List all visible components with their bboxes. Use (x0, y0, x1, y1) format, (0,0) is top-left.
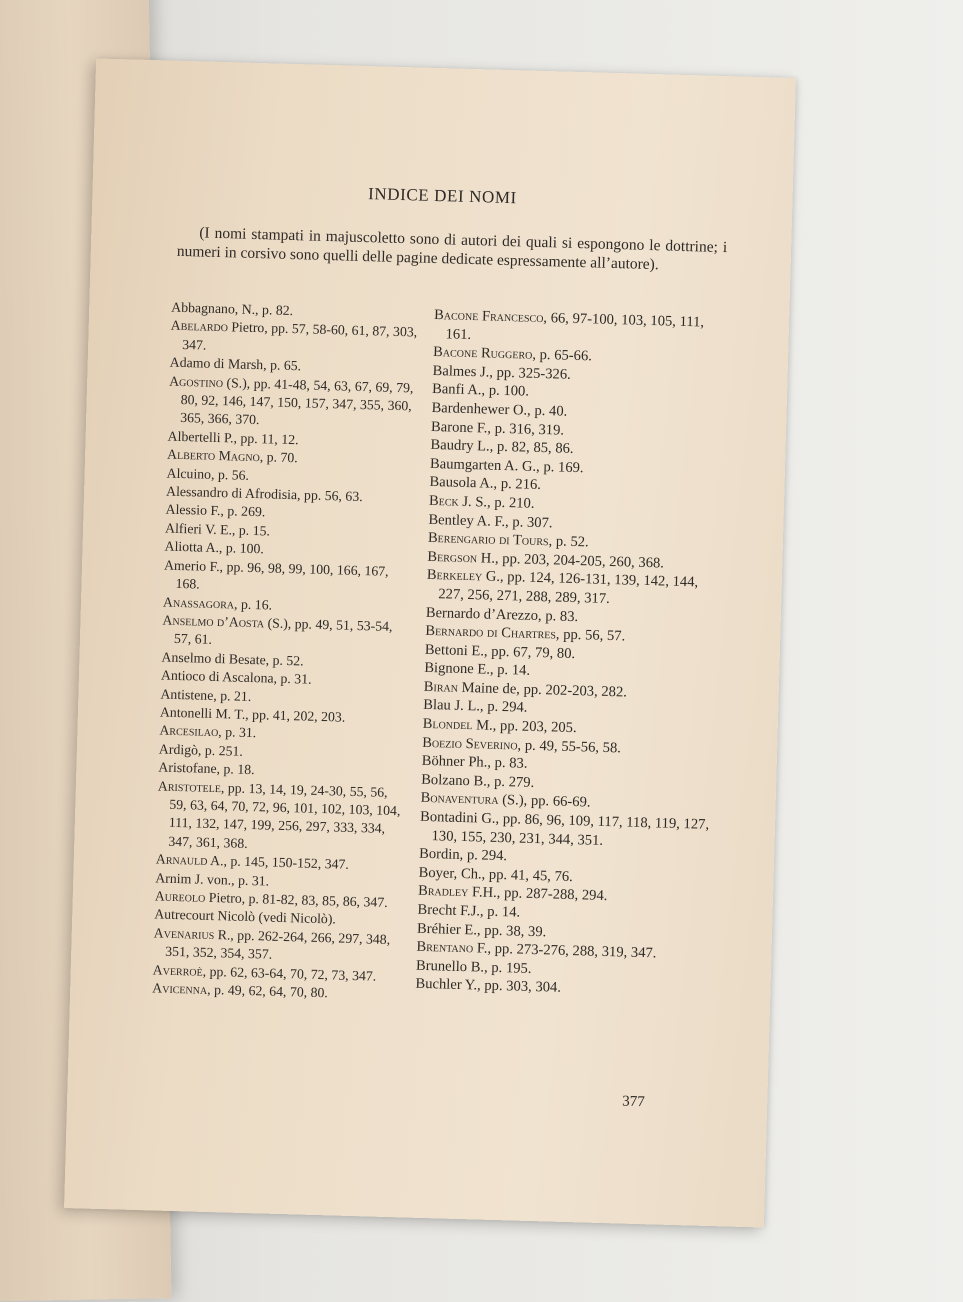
index-entry-pages: V. E., p. 15. (201, 521, 271, 539)
index-entry-pages: , p. 65. (262, 357, 302, 374)
index-entry-name: Bradley (417, 883, 469, 901)
index-entry-pages: , Ch., pp. 41, 45, 76. (453, 865, 574, 885)
index-entry-name: Anselmo d’Aosta (162, 612, 265, 631)
index-entry-name: Buchler (415, 976, 462, 994)
index-entry-pages: G., pp. 124, 126-131, 139, 142, 144, 227, 256, 271, 288, 289, 317. (438, 568, 699, 607)
index-entry-pages: , p. 52. (265, 652, 304, 669)
index-entry-name: Bernardo di Chartres (425, 622, 557, 643)
index-entry-pages: A., p. 100. (464, 382, 530, 401)
index-entry-name: Arcesilao (159, 722, 219, 740)
index-entry-name: Aliotta (164, 538, 204, 555)
index-entry-name: Alessandro di Afrodisia (165, 483, 298, 503)
index-entry (153, 924, 404, 968)
index-entry-name: Blondel (422, 715, 473, 734)
index-entry-pages: , p. 294. (459, 847, 508, 865)
index-column-left (152, 299, 421, 1005)
index-entry-name: Berkeley (426, 567, 483, 585)
index-entry-name: Böhner (421, 753, 465, 771)
index-entry-pages: Pietro, p. 81-82, 83, 85, 86, 347. (205, 889, 388, 910)
index-entry-pages: A. F., p. 307. (473, 512, 553, 531)
index-entry-name: Alfieri (164, 520, 203, 537)
index-entry-pages: J. von., p. 31. (191, 871, 270, 889)
index-entry-pages: B., p. 195. (466, 958, 532, 977)
index-entry-name: Aristofane (158, 759, 217, 777)
index-entry-pages: , p. 49, 55-56, 58. (517, 737, 622, 757)
index-entry-pages: E., p. 14. (473, 661, 531, 680)
index-entry-pages: L., p. 82, 85, 86. (473, 438, 574, 458)
index-entry-pages: , p. 52. (548, 533, 589, 551)
index-entry-pages: J., pp. 325-326. (476, 363, 572, 383)
index-entry-name: Beck (428, 492, 459, 510)
index-entry-name: Bignone (424, 660, 474, 678)
index-entry-name: Avicenna (152, 980, 208, 997)
index-entry (168, 372, 419, 434)
index-entry-pages: A., p. 100. (202, 539, 265, 557)
index-entry-name: Blau (423, 697, 452, 715)
index-entry-name: Biran (423, 678, 459, 696)
index-entry-name: Bréhier (416, 920, 461, 938)
index-entry-pages: , pp. 56, 63. (296, 487, 363, 505)
index-entry-pages: F., pp. 273-276, 288, 319, 347. (472, 940, 657, 962)
index-entry-pages: J. L., p. 294. (450, 698, 528, 717)
index-entry-pages: Y., pp. 303, 304. (461, 977, 562, 997)
index-entry-name: Bacone Ruggero (432, 344, 533, 363)
index-entry-pages: (S.), pp. 41-48, 54, 63, 67, 69, 79, 80, 92, 146, 147, 150, 157, 347, 355, 360, 365, 366, 370. (179, 374, 414, 428)
index-entry-name: Antioco di Ascalona (160, 667, 274, 686)
index-entry-pages: Nicolò (vedi Nicolò). (213, 908, 337, 927)
index-entry-name: Brunello (415, 957, 468, 975)
index-entry-pages: , 66, 97-100, 103, 105, 111, 161. (445, 310, 705, 343)
index-entry-name: Banfi (431, 381, 465, 399)
index-entry-pages: Maine de, pp. 202-203, 282. (457, 679, 628, 701)
index-entry-pages: F.H., pp. 287-288, 294. (468, 884, 608, 905)
index-entry-pages: M. T., pp. 41, 202, 203. (211, 705, 346, 725)
index-entry-name: Amerio (163, 557, 207, 574)
index-entry-pages: , p. 56. (210, 466, 250, 483)
index-entry-name: Baumgarten (429, 455, 502, 474)
page-title: INDICE DEI NOMI (367, 184, 518, 208)
index-entry-pages: F., p. 269. (206, 503, 266, 520)
index-entry-name: Adamo di Marsh (169, 354, 264, 373)
index-entry-pages: A., p. 216. (476, 475, 542, 494)
index-entry-name: Baudry (430, 437, 474, 455)
index-entry-name: Bolzano (420, 771, 471, 790)
index-entry-pages: , p. 83. (537, 607, 579, 625)
index-entry-name: Averroè (152, 962, 203, 979)
index-entry-name: Alberto Magno (166, 446, 261, 465)
index-entry-pages: , pp. 13, 14, 19, 24-30, 55, 56, 59, 63, 64, 70, 72, 96, 101, 102, 103, 104, 111, 132, 147, 199, 256, 297, 333, 334, 347, 361, 368. (168, 779, 401, 851)
index-entry-name: Barone (430, 418, 474, 436)
index-entry-pages: A., p. 145, 150-152, 347. (207, 853, 350, 873)
index-entry-pages: , N., p. 82. (234, 301, 294, 319)
index-entry-name: Bernardo d’Arezzo (425, 604, 539, 624)
index-entry-pages: , p. 70. (259, 449, 298, 466)
index-entry-name: Bardenhewer (431, 399, 510, 419)
index-note: (I nomi stampati in majuscoletto sono di autori dei quali si espongono le dottrine; i numeri in corsivo sono quelli delle pagine dedicate espressamente all’autore). (176, 224, 728, 274)
index-entry-name: Abbagnano (171, 299, 236, 317)
index-entry-pages: Pietro, pp. 57, 58-60, 61, 87, 303, 347. (182, 319, 418, 353)
index-entry (156, 777, 408, 858)
index-entry-pages: , p. 18. (216, 761, 255, 778)
index-entry-pages: , p. 251. (197, 742, 244, 759)
index-entry-pages: B., p. 279. (469, 773, 535, 791)
index-entry-pages: F., pp. 96, 98, 99, 100, 166, 167, 168. (175, 558, 389, 592)
index-entry-name: Bacone Francesco (433, 306, 544, 327)
index-entry-pages: , p. 31. (218, 724, 257, 741)
index-entry-name: Boezio Severino (421, 734, 518, 754)
index-entry-name: Agostino (169, 373, 224, 390)
book-page (64, 58, 796, 1227)
index-entry-pages: E., pp. 67, 79, 80. (467, 642, 576, 662)
index-entry-pages: H., pp. 203, 204-205, 260, 368. (476, 550, 665, 572)
index-entry-pages: R., pp. 262-264, 266, 297, 348, 351, 352, 354, 357. (165, 926, 391, 962)
index-entry-name: Anassagora (162, 594, 235, 612)
index-entry-name: Bentley (428, 511, 475, 529)
index-entry-name: Bettoni (424, 641, 469, 659)
index-entry-pages: O., p. 40. (509, 402, 568, 420)
index-entry-name: Bergson (427, 548, 478, 566)
index-entry-pages: E., pp. 38, 39. (460, 921, 547, 940)
index-entry-name: Brecht (417, 901, 457, 919)
index-entry-name: Arnim (155, 870, 192, 887)
index-entry-name: Abelardo (170, 318, 229, 335)
index-entry-pages: , p. 21. (213, 687, 252, 704)
index-entry-pages: , p. 31. (273, 670, 312, 687)
index-entry-name: Alessio (165, 502, 208, 519)
index-entry-pages: F., p. 316, 319. (472, 419, 565, 439)
index-entry-pages: A. G., p. 169. (501, 457, 584, 476)
index-entry-name: Bonaventura (420, 790, 499, 809)
index-entry-pages: (S.), pp. 49, 51, 53-54, 57, 61. (173, 615, 393, 648)
index-entry-name: Balmes (432, 362, 477, 380)
index-entry-name: Autrecourt (154, 906, 215, 924)
index-entry-name: Alcuino (166, 465, 212, 482)
index-entry-pages: P., pp. 11, 12. (220, 429, 299, 448)
index-entry-name: Arnauld (155, 851, 208, 869)
index-entry-pages: , p. 49, 62, 64, 70, 80. (206, 981, 329, 1001)
index-entry-pages: , pp. 62, 63-64, 70, 72, 73, 347. (202, 963, 377, 984)
index-entry-name: Albertelli (167, 428, 221, 445)
index-entry-name: Anselmo di Besate (161, 649, 266, 668)
index-entry-name: Brentano (416, 938, 474, 957)
index-entry-name: Bontadini (419, 808, 478, 827)
index-entry-name: Avenarius (153, 925, 215, 942)
index-entry-pages: J. S., p. 210. (458, 493, 535, 512)
index-entry-name: Berengario di Tours (427, 530, 549, 550)
index-entry-pages: Ph., p. 83. (464, 754, 528, 773)
index-entry-pages: , pp. 56, 57. (555, 626, 626, 645)
index-entry-name: Ardigò (158, 741, 199, 758)
index-entry-name: Antistene (160, 686, 214, 703)
index-entry-name: Aristotele (157, 778, 222, 795)
index-column-right (415, 306, 724, 1002)
page-number: 377 (622, 1093, 645, 1111)
index-entry-pages: M., pp. 203, 205. (472, 717, 577, 737)
index-entry-pages: G., pp. 86, 96, 109, 117, 118, 119, 127, 130, 155, 230, 231, 344, 351. (431, 810, 710, 849)
index-entry-name: Boyer (418, 864, 454, 882)
index-entry-name: Aureolo (154, 888, 206, 905)
index-entry-pages: , p. 16. (233, 596, 273, 613)
index-entry-name: Bordin (418, 845, 460, 864)
index-entry-pages: (S.), pp. 66-69. (498, 792, 591, 811)
index-entry-name: Antonelli (159, 704, 213, 721)
index-entry-name: Bausola (429, 474, 477, 492)
index-entry-pages: , p. 65-66. (532, 346, 593, 365)
index-entry-pages: F.J., p. 14. (456, 902, 521, 921)
